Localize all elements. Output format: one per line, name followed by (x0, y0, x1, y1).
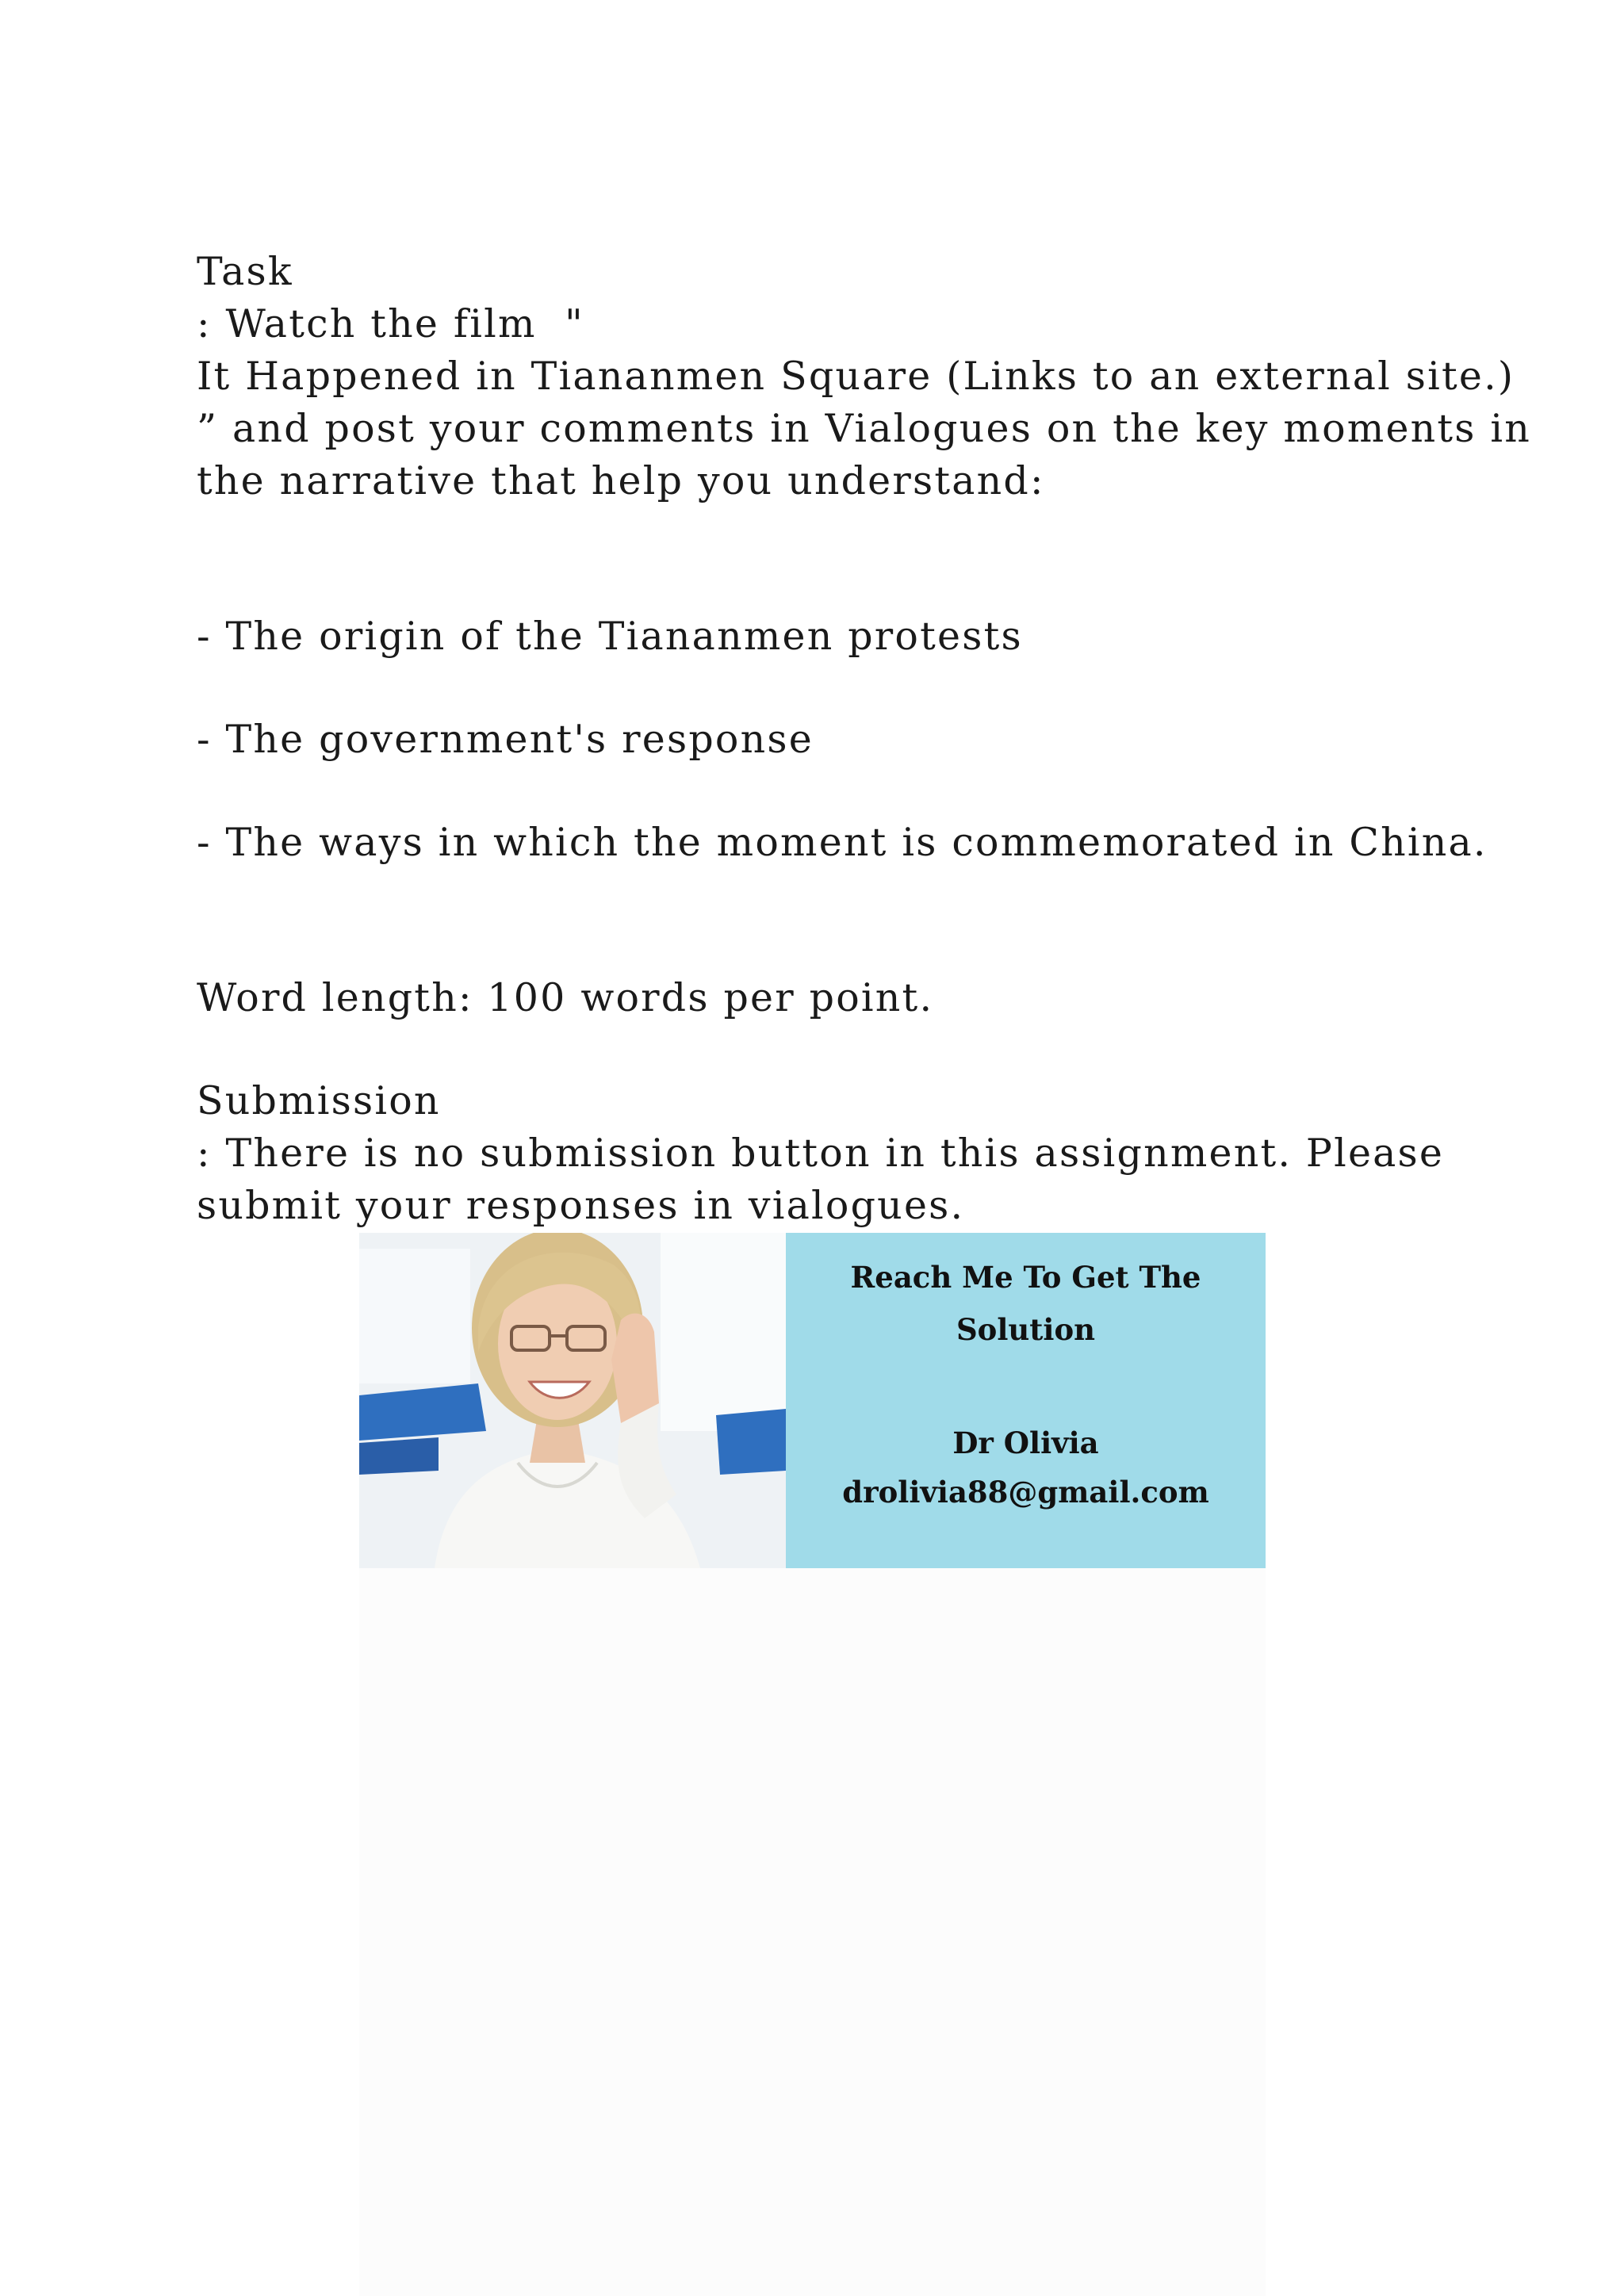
banner-headline: Solution (956, 1312, 1096, 1347)
banner-headline: Reach Me To Get The (850, 1260, 1201, 1295)
film-title-link[interactable]: It Happened in Tiananmen Square (Links to an external site.) (197, 354, 1515, 399)
contact-banner (359, 1233, 1266, 1568)
task-line: the narrative that help you understand: (197, 458, 1045, 503)
assignment-text (197, 246, 1532, 1232)
task-line: : Watch the film " (197, 301, 584, 346)
word-length-note: Word length: 100 words per point. (197, 975, 934, 1020)
bullet-item: - The government's response (197, 717, 814, 762)
task-line: ” and post your comments in Vialogues on the key moments in (197, 406, 1532, 451)
bullet-item: - The origin of the Tiananmen protests (197, 614, 1023, 659)
contact-info-panel (786, 1233, 1266, 1568)
contact-name: Dr Olivia (952, 1425, 1099, 1460)
submission-line: submit your responses in vialogues. (197, 1183, 965, 1228)
submission-line: : There is no submission button in this assignment. Please (197, 1131, 1445, 1176)
contact-email[interactable]: drolivia88@gmail.com (842, 1475, 1209, 1510)
submission-heading: Submission (197, 1078, 441, 1123)
woman-photo (359, 1233, 786, 1568)
task-heading: Task (197, 249, 293, 294)
bullet-item: - The ways in which the moment is commemorated in China. (197, 820, 1488, 865)
woman-illustration-icon (359, 1233, 786, 1568)
blank-region (359, 1568, 1266, 2296)
